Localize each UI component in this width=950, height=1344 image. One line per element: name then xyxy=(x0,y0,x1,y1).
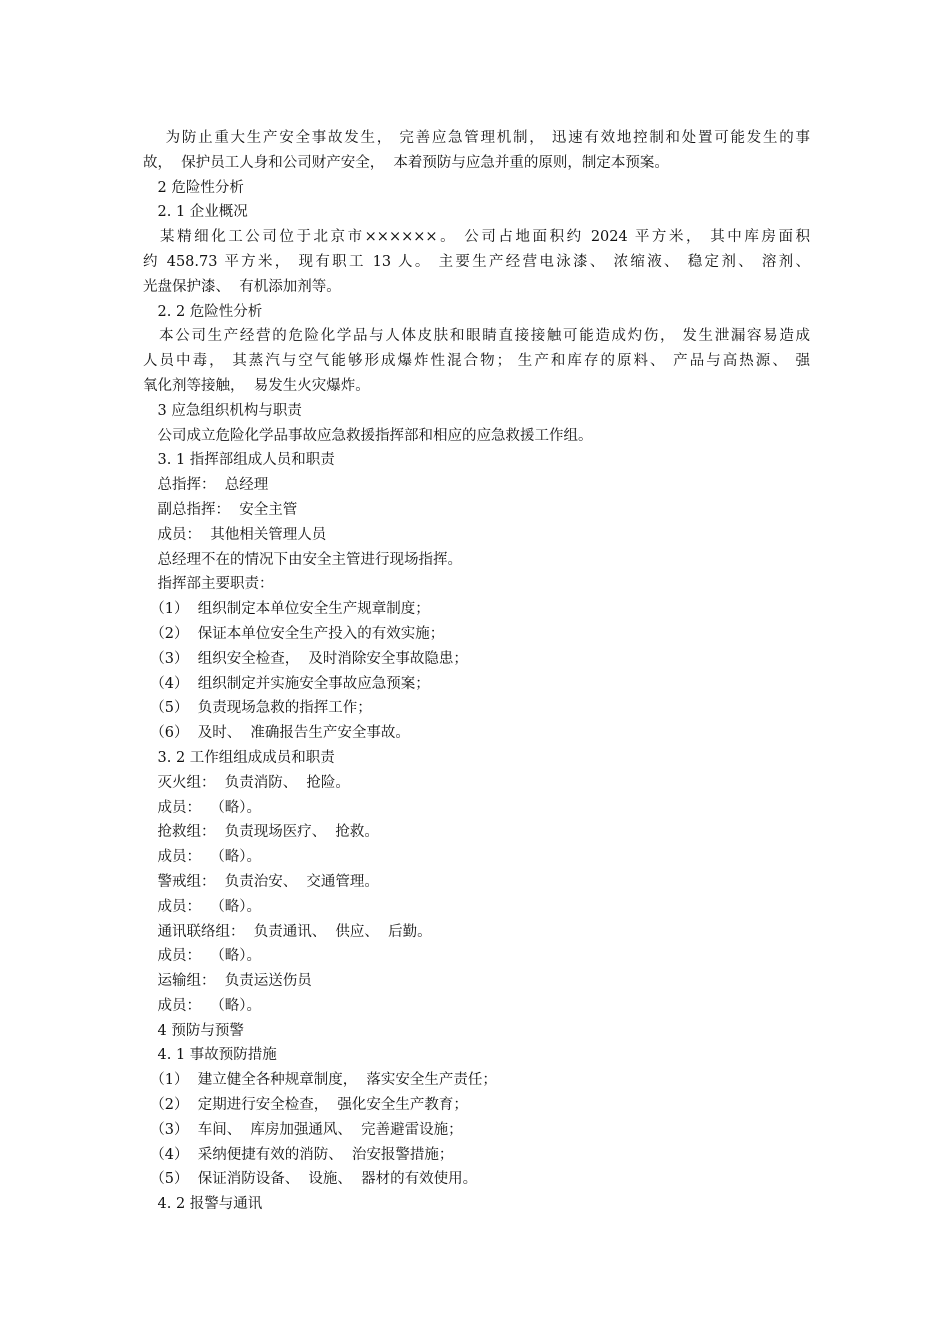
text-line: 故， 保护员工人身和公司财产安全， 本着预防与应急并重的原则，制定本预案。 xyxy=(143,154,669,171)
text-line: 4 预防与预警 xyxy=(143,1022,244,1039)
text-line: 警戒组： 负责治安、 交通管理。 xyxy=(143,873,379,890)
text-line: 公司成立危险化学品事故应急救援指挥部和相应的应急救援工作组。 xyxy=(143,427,593,444)
text-line: 人员中毒， 其蒸汽与空气能够形成爆炸性混合物； 生产和库存的原料、 产品与高热源、 强 xyxy=(143,353,810,370)
text-line: （4） 组织制定并实施安全事故应急预案； xyxy=(143,675,430,692)
document-body xyxy=(143,126,810,1217)
text-line: 2. 1 企业概况 xyxy=(143,204,248,221)
text-line: （1） 组织制定本单位安全生产规章制度； xyxy=(143,601,430,618)
text-line: 抢救组： 负责现场医疗、 抢救。 xyxy=(143,824,379,841)
text-line: 成员： （略）。 xyxy=(143,849,261,866)
text-line: 4. 1 事故预防措施 xyxy=(143,1047,277,1064)
text-line: 为防止重大生产安全事故发生， 完善应急管理机制， 迅速有效地控制和处置可能发生的事 xyxy=(143,130,810,146)
text-line: 光盘保护漆、 有机添加剂等。 xyxy=(143,278,341,295)
text-line: 2 危险性分析 xyxy=(143,179,244,196)
text-line: 本公司生产经营的危险化学品与人体皮肤和眼睛直接接触可能造成灼伤， 发生泄漏容易造成 xyxy=(143,328,810,345)
text-line: 约 458.73 平方米， 现有职工 13 人。 主要生产经营电泳漆、 浓缩液、 稳定剂、 溶剂、 xyxy=(143,253,810,270)
text-line: 成员： （略）。 xyxy=(143,799,261,816)
text-line: （2） 保证本单位安全生产投入的有效实施； xyxy=(143,625,445,642)
text-line: （3） 车间、 库房加强通风、 完善避雷设施； xyxy=(143,1121,463,1138)
text-line: 2. 2 危险性分析 xyxy=(143,303,263,320)
text-line: 3 应急组织机构与职责 xyxy=(143,402,302,419)
text-line: （6） 及时、 准确报告生产安全事故。 xyxy=(143,725,410,742)
text-line: （3） 组织安全检查， 及时消除安全事故隐患； xyxy=(143,650,468,667)
text-line: （5） 负责现场急救的指挥工作； xyxy=(143,700,372,717)
text-line: 3. 2 工作组组成成员和职责 xyxy=(143,749,335,766)
text-line: （5） 保证消防设备、 设施、 器材的有效使用。 xyxy=(143,1171,478,1188)
text-line: 通讯联络组： 负责通讯、 供应、 后勤。 xyxy=(143,923,432,940)
text-line: 某精细化工公司位于北京市××××××。 公司占地面积约 2024 平方米， 其中库房面积 xyxy=(143,229,810,246)
text-line: 成员： （略）。 xyxy=(143,898,261,915)
text-line: （1） 建立健全各种规章制度， 落实安全生产责任； xyxy=(143,1072,497,1089)
text-line: 成员： （略）。 xyxy=(143,997,261,1014)
text-line: 总指挥： 总经理 xyxy=(143,477,269,494)
text-line: 灭火组： 负责消防、 抢险。 xyxy=(143,774,350,791)
text-line: 3. 1 指挥部组成人员和职责 xyxy=(143,452,335,469)
text-line: 总经理不在的情况下由安全主管进行现场指挥。 xyxy=(143,551,462,568)
text-line: 运输组： 负责运送伤员 xyxy=(143,973,312,990)
text-line: 4. 2 报警与通讯 xyxy=(143,1196,263,1213)
text-line: 指挥部主要职责： xyxy=(143,576,274,593)
text-line: 氧化剂等接触， 易发生火灾爆炸。 xyxy=(143,377,370,394)
text-line: 成员： 其他相关管理人员 xyxy=(143,526,327,543)
text-line: （4） 采纳便捷有效的消防、 治安报警措施； xyxy=(143,1146,454,1163)
text-line: （2） 定期进行安全检查， 强化安全生产教育； xyxy=(143,1097,468,1114)
text-line: 成员： （略）。 xyxy=(143,948,261,965)
text-line: 副总指挥： 安全主管 xyxy=(143,501,298,518)
